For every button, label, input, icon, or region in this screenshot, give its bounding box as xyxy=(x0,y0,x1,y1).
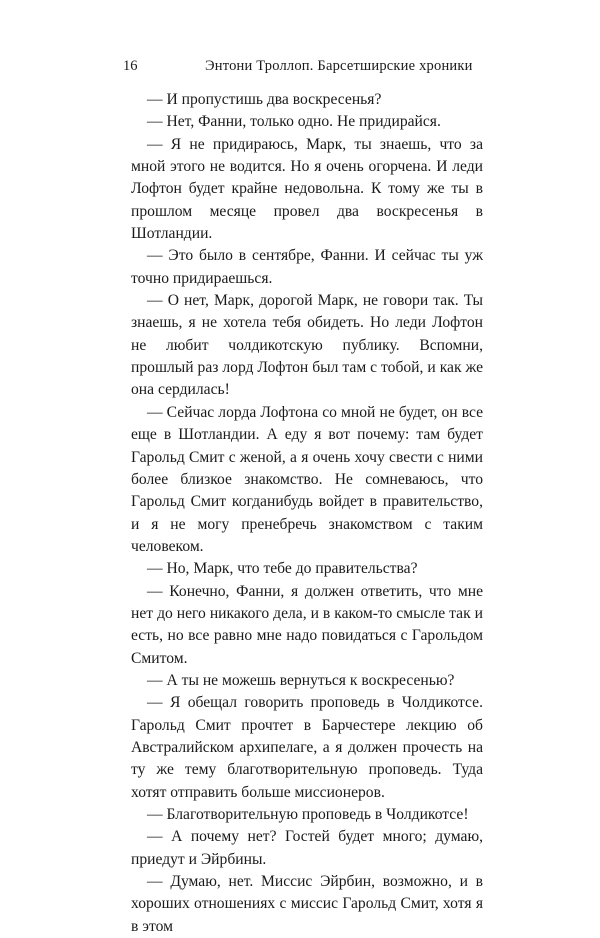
paragraph: — Нет, Фанни, только одно. Не придирайся. xyxy=(147,113,441,131)
paragraph: — Благотворительную проповедь в Чолдикотсе! xyxy=(147,806,469,823)
paragraph: — Думаю, нет. Миссис Эйрбин, возможно, и в хороших отношениях с миссис Гарольд Смит, хотя я в этом xyxy=(131,873,483,935)
paragraph: — Я не придираюсь, Марк, ты знаешь, что за мной этого не водится. Но я очень огорчена. И леди Лофтон будет крайне недовольна. К тому же ты в прошлом месяце провел два воскресенья в Шотландии. xyxy=(131,135,483,243)
paragraph: — О нет, Марк, дорогой Марк, не говори так. Ты знаешь, я не хотела тебя обидеть. Но леди Лофтон не любит чолдикотскую публику. Вспомни, прошлый раз лорд Лофтон был там с тобой, и как же она сердилась! xyxy=(131,292,483,399)
page-number: 16 xyxy=(123,58,138,74)
paragraph: — Это было в сентябре, Фанни. И сейчас ты уж точно придираешься. xyxy=(131,247,483,287)
paragraph: — А ты не можешь вернуться к воскресенью? xyxy=(147,671,455,689)
running-title: Энтони Троллоп. Барсетширские хроники xyxy=(205,58,473,74)
paragraph: — Конечно, Фанни, я должен ответить, что мне нет до него никакого дела, и в каком-то смысле так и есть, но все равно мне надо повидаться с Гарольдом Смитом. xyxy=(131,582,483,667)
running-head xyxy=(123,56,483,76)
paragraph: — А почему нет? Гостей будет много; думаю, приедут и Эйрбины. xyxy=(131,828,483,868)
text-body xyxy=(131,89,483,938)
paragraph: — Но, Марк, что тебе до правительства? xyxy=(147,560,418,578)
paragraph: — Я обещал говорить проповедь в Чолдикотсе. Гарольд Смит прочтет в Барчестере лекцию об Австралийском архипелаге, а я должен прочесть на ту же тему благотворительную проповедь. Туда хотят отправить больше миссионеров. xyxy=(131,694,483,801)
paragraph: — Сейчас лорда Лофтона со мной не будет, он все еще в Шотландии. А еду я вот почему: там будет Гарольд Смит с женой, а я очень хочу свести с ними более близкое знакомство. Не сомневаюсь, что Гарольд Смит когданибудь войдет в правительство, и я не могу пренебречь знакомством с таким человеком. xyxy=(131,403,483,555)
paragraph: — И пропустишь два воскресенья? xyxy=(147,91,382,108)
